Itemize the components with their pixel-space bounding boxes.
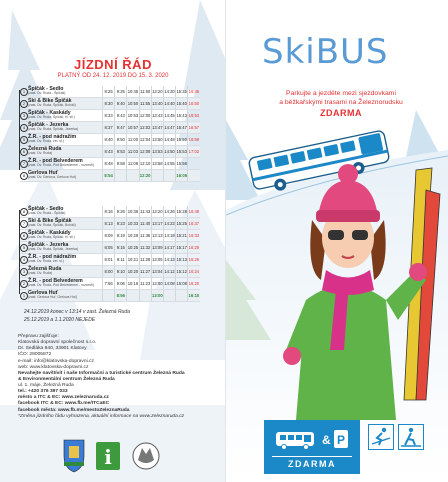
- departure-time: 15:53: [176, 146, 188, 158]
- stop-detail: (zast. Dv. Gerlova, Gerlova Huť): [28, 175, 77, 180]
- departure-time: 11:36: [139, 230, 151, 242]
- departure-time: 15:13: [176, 254, 188, 266]
- stop-cell: [28, 86, 103, 98]
- stop-number: [20, 122, 28, 134]
- stop-name: Ž.R. - pod Belvederem: [28, 277, 83, 284]
- stop-detail: (zast. Dv. Ruda): [28, 271, 53, 276]
- departure-time: 8:25: [103, 86, 115, 98]
- departure-time: 13:53: [151, 146, 163, 158]
- departure-time: 16:29: [188, 242, 200, 254]
- departure-time: [115, 170, 127, 182]
- departure-time: 9:19: [115, 230, 127, 242]
- info-icon: [96, 442, 120, 470]
- stop-cell: [28, 278, 103, 290]
- facebook-link[interactable]: facebook ITC & EC: www.fb.me/ITCaEC: [18, 401, 110, 407]
- departure-time: 14:23: [163, 218, 175, 230]
- departure-time: 12:04: [139, 134, 151, 146]
- departure-time: 8:33: [103, 110, 115, 122]
- stop-name: Ski & Bike Špičák: [28, 217, 72, 224]
- departure-time: 13:09: [151, 242, 163, 254]
- departure-time: 15:40: [176, 98, 188, 110]
- departure-time: [188, 170, 200, 182]
- cross-country-ski-icon: [398, 424, 424, 450]
- table-row: [20, 110, 200, 122]
- departure-time: 8:37: [103, 122, 115, 134]
- departure-time: 15:21: [176, 230, 188, 242]
- stop-name: Špičák - Jezerka: [28, 241, 69, 248]
- departure-time: 9:25: [115, 86, 127, 98]
- departure-time: 9:47: [115, 122, 127, 134]
- departure-time: 15:50: [176, 134, 188, 146]
- stop-detail: (zast. Dv. Ruda, Pod Belvederem - rozcestí): [28, 283, 95, 288]
- stop-number-badge: 6: [20, 148, 28, 156]
- stop-number-badge: 7: [20, 220, 28, 228]
- table-row: [20, 86, 200, 98]
- departure-time: 9:53: [115, 146, 127, 158]
- stop-number: [20, 290, 28, 302]
- stop-number: [20, 266, 28, 278]
- timetable-return: [20, 206, 200, 302]
- departure-time: 9:50: [115, 134, 127, 146]
- validity-text: PLATNÝ OD 24. 12. 2019 DO 15. 3. 2020: [57, 73, 169, 79]
- departure-time: 9:10: [115, 266, 127, 278]
- departure-time: 12:08: [139, 146, 151, 158]
- departure-time: 8:43: [103, 146, 115, 158]
- departure-time: 8:56: [115, 290, 127, 302]
- departure-time: [151, 170, 163, 182]
- stop-name: Špičák - Kaskády: [28, 109, 71, 116]
- note-line: 24.12.2019 konec v 13:14 v zast. Železná Ruda: [24, 309, 130, 315]
- departure-time: 16:33: [188, 230, 200, 242]
- departure-time: 9:11: [115, 254, 127, 266]
- info-line: & Environmentální centrum Železná Ruda: [18, 376, 115, 382]
- departure-time: 12:10: [139, 158, 151, 170]
- info-line: ul. 1. máje, Železná Ruda: [18, 383, 74, 388]
- departure-time: [127, 290, 139, 302]
- stop-detail: (zast. Gerlova Huť, Gerlova Huť): [28, 295, 78, 300]
- departure-time: 11:43: [139, 206, 151, 218]
- stop-detail: (zast. Dv. Ruda - Špičák): [28, 211, 66, 216]
- departure-time: 13:13: [151, 230, 163, 242]
- stop-number-badge: 5: [20, 136, 28, 144]
- departure-time: 7:56: [103, 278, 115, 290]
- departure-time: 13:20: [151, 206, 163, 218]
- departure-time: 13:20: [151, 86, 163, 98]
- stop-number-badge: 5: [20, 244, 28, 252]
- stop-number: [20, 278, 28, 290]
- tagline-line: a běžkařskými trasami na Železnorudsku: [279, 98, 403, 106]
- departure-time: 13:40: [151, 98, 163, 110]
- info-line: Dr. Sedláka 940, 33901 Klatovy: [18, 346, 87, 352]
- badge-divider: [272, 456, 352, 457]
- info-line: Klatovská dopravní společnost s.r.o.: [18, 340, 97, 346]
- departure-time: 16:37: [188, 218, 200, 230]
- stop-name: Špičák - Sedlo: [28, 85, 64, 92]
- departure-time: 16:57: [188, 122, 200, 134]
- departure-time: 11:50: [139, 86, 151, 98]
- stop-name: Špičák - Sedlo: [28, 205, 64, 212]
- departure-time: 15:17: [176, 242, 188, 254]
- direction-arrow: [19, 210, 20, 294]
- departure-time: 10:25: [127, 242, 139, 254]
- stop-cell: [28, 146, 103, 158]
- departure-time: 10:45: [127, 86, 139, 98]
- stop-number: [20, 158, 28, 170]
- email-link[interactable]: e-mail: info@klatovska-dopravni.cz: [18, 358, 94, 364]
- phone-text: tel.: +420 376 397 033: [18, 389, 68, 395]
- departure-time: 9:15: [115, 242, 127, 254]
- departure-time: 8:16: [103, 206, 115, 218]
- stop-detail: (zast. Dv. Ruda): [28, 151, 53, 156]
- departure-time: 8:05: [103, 242, 115, 254]
- stop-detail: (zast. Dv. Ruda, Špičák, Jezerka): [28, 247, 79, 252]
- stop-number-badge: 3: [20, 268, 28, 276]
- stop-name: Špičák - Jezerka: [28, 121, 69, 128]
- stop-number-badge: 4: [20, 124, 28, 132]
- departure-time: 13:43: [151, 110, 163, 122]
- table-row: [20, 206, 200, 218]
- table-row: [20, 278, 200, 290]
- stop-name: Ž.R. - pod nádražím: [28, 133, 77, 140]
- departure-time: 15:25: [176, 218, 188, 230]
- departure-time: 9:43: [115, 110, 127, 122]
- departure-time: 16:45: [188, 86, 200, 98]
- departure-time: 8:09: [103, 230, 115, 242]
- table-row: [20, 158, 200, 170]
- departure-time: 11:03: [127, 146, 139, 158]
- tagline: [248, 90, 434, 108]
- info-line: Přepravu zajišťuje:: [18, 334, 59, 339]
- departure-time: 14:50: [163, 146, 175, 158]
- stop-cell: [28, 158, 103, 170]
- free-badge: [264, 420, 360, 474]
- stop-cell: [28, 290, 103, 302]
- departure-time: 16:53: [188, 110, 200, 122]
- departure-time: 14:55: [163, 158, 175, 170]
- departure-time: 14:17: [163, 242, 175, 254]
- stop-number-badge: 1: [20, 292, 28, 300]
- departure-time: 10:50: [127, 98, 139, 110]
- stop-number-badge: 4: [20, 256, 28, 264]
- departure-time: 9:06: [115, 278, 127, 290]
- stop-number: [20, 86, 28, 98]
- departure-time: 11:32: [139, 242, 151, 254]
- note-line: 25.12.2019 a 1.1.2020 NEJEDE: [24, 317, 96, 323]
- departure-time: 11:23: [139, 278, 151, 290]
- stop-number: [20, 254, 28, 266]
- departure-time: 10:33: [127, 218, 139, 230]
- stop-detail: (zast. Dv. Ruda - Špičák): [28, 91, 66, 96]
- departure-time: 15:08: [176, 278, 188, 290]
- table-row: [20, 134, 200, 146]
- departure-time: 13:50: [151, 134, 163, 146]
- departure-time: 9:26: [115, 206, 127, 218]
- departure-time: [103, 290, 115, 302]
- departure-time: 13:00: [151, 278, 163, 290]
- stop-name: Ž.R. - pod Belvederem: [28, 157, 83, 164]
- table-row: [20, 146, 200, 158]
- downhill-ski-icon: [368, 424, 394, 450]
- stop-cell: [28, 206, 103, 218]
- disclaimer-text: *Změna jízdního řádu vyhrazena, aktuální informace na www.zeleznaruda.cz: [18, 413, 185, 419]
- departure-time: 14:45: [163, 110, 175, 122]
- departure-time: 14:19: [163, 230, 175, 242]
- stop-cell: [28, 110, 103, 122]
- departure-time: 12:20: [139, 170, 151, 182]
- departure-time: 14:40: [163, 98, 175, 110]
- departure-time: 13:17: [151, 218, 163, 230]
- departure-time: [176, 290, 188, 302]
- departure-time: 14:26: [163, 206, 175, 218]
- departure-time: 16:20: [188, 278, 200, 290]
- stop-detail: (zast. Dv. Ruda, Špičák, hl. sil.): [28, 115, 75, 120]
- departure-time: 14:47: [163, 122, 175, 134]
- skier-illustration: [266, 150, 448, 420]
- departure-time: 15:12: [176, 266, 188, 278]
- stop-name: Železná Ruda: [28, 145, 62, 152]
- departure-time: [163, 170, 175, 182]
- logo-text: SkiBUS: [262, 32, 389, 72]
- stop-detail: (zast. Dv. Ruda, Špičák, Boháč): [28, 103, 76, 108]
- table-row: [20, 242, 200, 254]
- stop-number-badge: 1: [20, 88, 28, 96]
- departure-time: 8:30: [103, 98, 115, 110]
- departure-time: 14:08: [163, 278, 175, 290]
- departure-time: 8:40: [103, 134, 115, 146]
- table-row: [20, 122, 200, 134]
- departure-time: 9:23: [115, 218, 127, 230]
- departure-time: 14:20: [163, 86, 175, 98]
- free-label: ZDARMA: [320, 108, 362, 118]
- stop-number: [20, 98, 28, 110]
- stop-cell: [28, 242, 103, 254]
- stop-cell: [28, 266, 103, 278]
- stop-number-badge: 7: [20, 160, 28, 168]
- stop-number: [20, 218, 28, 230]
- stop-cell: [28, 170, 103, 182]
- table-row: [20, 254, 200, 266]
- departure-time: 16:48: [188, 206, 200, 218]
- info-line: Nevahejte navštívit i naše Informační a turistické centrum Železná Ruda: [18, 370, 185, 376]
- stop-cell: [28, 134, 103, 146]
- stop-number: [20, 242, 28, 254]
- departure-time: 9:58: [115, 158, 127, 170]
- departure-time: 11:27: [139, 266, 151, 278]
- departure-time: 14:13: [163, 254, 175, 266]
- departure-time: 16:59: [188, 134, 200, 146]
- page-title: JÍZDNÍ ŘÁD: [74, 57, 152, 72]
- info-line: IČO: 28005872: [18, 352, 52, 358]
- departure-time: 9:40: [115, 98, 127, 110]
- departure-time: 16:26: [188, 254, 200, 266]
- departure-time: [139, 290, 151, 302]
- stop-number: [20, 134, 28, 146]
- operator-info: [18, 334, 185, 420]
- departure-time: 10:16: [127, 278, 139, 290]
- stop-number: [20, 110, 28, 122]
- stop-name: Gerlova Huť: [28, 169, 59, 176]
- departure-time: 11:40: [139, 218, 151, 230]
- stop-name: Železná Ruda: [28, 265, 62, 272]
- departure-time: 13:05: [151, 254, 163, 266]
- departure-time: 15:43: [176, 110, 188, 122]
- coat-of-arms-icon: [64, 440, 84, 472]
- stop-detail: (zast. Dv. Ruda, Špičák, Boháč): [28, 223, 76, 228]
- table-row: [20, 170, 200, 182]
- svg-text:&: &: [322, 433, 331, 447]
- departure-time: 15:28: [176, 206, 188, 218]
- stop-detail: (zast. Dv. Ruda, Pod Belvederem - rozcestí): [28, 163, 95, 168]
- stop-cell: [28, 98, 103, 110]
- departure-time: 8:13: [103, 218, 115, 230]
- departure-time: 8:48: [103, 158, 115, 170]
- table-row: [20, 290, 200, 302]
- stop-cell: [28, 122, 103, 134]
- stop-cell: [28, 218, 103, 230]
- departure-time: [163, 290, 175, 302]
- departure-time: 8:01: [103, 254, 115, 266]
- table-row: [20, 98, 200, 110]
- departure-time: 16:05: [176, 170, 188, 182]
- departure-time: 16:24: [188, 266, 200, 278]
- stop-number: [20, 170, 28, 182]
- departure-time: 10:57: [127, 122, 139, 134]
- stop-number-badge: 6: [20, 232, 28, 240]
- departure-time: 10:29: [127, 230, 139, 242]
- departure-time: 17:02: [188, 146, 200, 158]
- skibus-logo: [262, 32, 389, 72]
- svg-text:P: P: [336, 433, 346, 447]
- departure-time: 15:58: [176, 158, 188, 170]
- stop-cell: [28, 230, 103, 242]
- departure-time: 15:35: [176, 86, 188, 98]
- stop-detail: (zast. Dv. Ruda, žel. st.): [28, 259, 64, 264]
- table-row: [20, 218, 200, 230]
- departure-time: 13:00: [151, 290, 163, 302]
- departure-time: 10:21: [127, 254, 139, 266]
- departure-time: 11:00: [127, 134, 139, 146]
- stop-number: [20, 146, 28, 158]
- departure-time: 15:47: [176, 122, 188, 134]
- departure-time: [188, 158, 200, 170]
- stop-number: [20, 206, 28, 218]
- direction-arrow: [19, 90, 20, 170]
- stop-number-badge: 2: [20, 100, 28, 108]
- badge-label: ZDARMA: [288, 459, 336, 469]
- departure-time: [127, 170, 139, 182]
- stop-number-badge: 2: [20, 280, 28, 288]
- table-row: [20, 230, 200, 242]
- stop-name: Gerlova Huť: [28, 289, 59, 296]
- stop-number-badge: 8: [20, 172, 28, 180]
- stop-detail: (zast. Dv. Ruda, žel. st.): [28, 139, 64, 144]
- stop-number: [20, 230, 28, 242]
- timetable-outbound: [20, 86, 200, 182]
- departure-time: 8:00: [103, 266, 115, 278]
- departure-time: 11:08: [127, 158, 139, 170]
- stop-cell: [28, 254, 103, 266]
- departure-time: 13:58: [151, 158, 163, 170]
- departure-time: 10:20: [127, 266, 139, 278]
- stop-name: Ski & Bike Špičák: [28, 97, 72, 104]
- stop-name: Ž.R. - pod nádražím: [28, 253, 77, 260]
- stop-number-badge: 8: [20, 208, 28, 216]
- departure-time: 11:28: [139, 254, 151, 266]
- svg-text:i: i: [104, 445, 112, 469]
- departure-time: 16:50: [188, 98, 200, 110]
- departure-time: 10:53: [127, 110, 139, 122]
- lynx-logo-icon: [133, 443, 159, 469]
- stop-detail: (zast. Dv. Ruda, Špičák, Jezerka): [28, 127, 79, 132]
- stop-name: Špičák - Kaskády: [28, 229, 71, 236]
- table-row: [20, 266, 200, 278]
- partner-logos: [60, 438, 170, 474]
- departure-time: 12:02: [139, 122, 151, 134]
- departure-time: 12:00: [139, 110, 151, 122]
- departure-time: 16:10: [188, 290, 200, 302]
- bus-and-parking-icon: [274, 426, 350, 452]
- stop-number-badge: 3: [20, 112, 28, 120]
- tagline-line: Parkujte a jezděte mezi sjezdovkami: [286, 90, 396, 97]
- departure-time: 13:47: [151, 122, 163, 134]
- stop-detail: (zast. Dv. Ruda, Špičák, hl. sil.): [28, 235, 75, 240]
- departure-time: 14:48: [163, 134, 175, 146]
- departure-time: 14:12: [163, 266, 175, 278]
- web-link[interactable]: město a ITC & EC: www.zeleznaruda.cz: [18, 395, 109, 401]
- departure-time: 13:04: [151, 266, 163, 278]
- departure-time: 8:54: [103, 170, 115, 182]
- web-link[interactable]: web: www.klatovska-dopravni.cz: [18, 364, 89, 370]
- facebook-link[interactable]: facebook města: www.fb.me/mestoZeleznaRuda: [18, 407, 130, 413]
- departure-time: 10:36: [127, 206, 139, 218]
- cover-panel: [226, 0, 448, 482]
- departure-time: 11:55: [139, 98, 151, 110]
